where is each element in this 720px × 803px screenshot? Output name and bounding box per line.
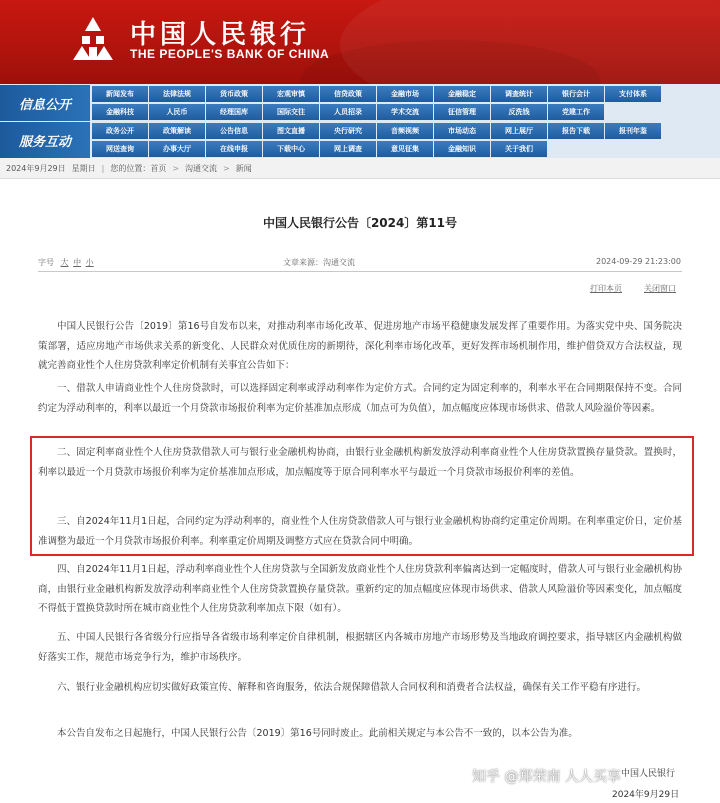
nav-item[interactable]: 意见征集 (377, 141, 434, 157)
nav-item[interactable]: 金融稳定 (434, 86, 491, 102)
bank-name-chinese: 中国人民银行 (130, 20, 311, 50)
breadcrumb-arrow-icon: > (223, 163, 230, 173)
nav-item[interactable]: 金融科技 (92, 104, 149, 120)
nav-item[interactable]: 音频视频 (377, 123, 434, 139)
nav-item[interactable]: 金融知识 (434, 141, 491, 157)
signature: 中国人民银行 (621, 769, 676, 779)
nav-item[interactable]: 征信管理 (434, 104, 491, 120)
nav-item[interactable]: 新闻发布 (92, 86, 149, 102)
nav-item[interactable]: 宏观审慎 (263, 86, 320, 102)
breadcrumb (0, 158, 720, 179)
nav-item[interactable]: 学术交流 (377, 104, 434, 120)
nav-item[interactable]: 网上调查 (320, 141, 377, 157)
nav-item[interactable]: 调查统计 (491, 86, 548, 102)
nav-item[interactable]: 图文直播 (263, 123, 320, 139)
print-page-link[interactable]: 打印本页 (590, 284, 622, 293)
nav-item[interactable]: 办事大厅 (149, 141, 206, 157)
article-title: 中国人民银行公告〔2024〕第11号 (262, 216, 458, 230)
nav-item[interactable]: 反洗钱 (491, 104, 548, 120)
nav-row (92, 103, 720, 121)
article-tools (38, 283, 682, 297)
current-date: 2024年9月29日 (6, 163, 66, 173)
meta-divider (38, 271, 682, 272)
bank-name-english: THE PEOPLE'S BANK OF CHINA (130, 47, 330, 61)
nav-item (605, 104, 662, 120)
nav-item[interactable]: 关于我们 (491, 141, 548, 157)
nav-menu-grid (92, 84, 720, 158)
nav-row (92, 85, 720, 103)
nav-item[interactable]: 政策解读 (149, 123, 206, 139)
breadcrumb-home-link[interactable]: 首页 (150, 163, 167, 173)
location-label: 您的位置： (110, 163, 151, 173)
article-datetime: 2024-09-29 21:23:00 (596, 257, 681, 266)
nav-section-service-interaction[interactable]: 服务互动 (0, 122, 90, 158)
main-navigation (0, 84, 720, 158)
article (38, 196, 682, 803)
font-size-medium-link[interactable]: 中 (73, 258, 82, 267)
font-size-label: 字号 (38, 258, 54, 267)
font-size-controls (38, 257, 94, 268)
breadcrumb-separator: | (101, 163, 105, 173)
nav-item[interactable]: 央行研究 (320, 123, 377, 139)
nav-item[interactable]: 网上展厅 (491, 123, 548, 139)
nav-item (605, 141, 662, 157)
nav-item[interactable]: 政务公开 (92, 123, 149, 139)
font-size-small-link[interactable]: 小 (85, 258, 94, 267)
nav-item[interactable]: 党建工作 (548, 104, 605, 120)
breadcrumb-section-link[interactable]: 沟通交流 (185, 163, 218, 173)
nav-item[interactable]: 银行会计 (548, 86, 605, 102)
nav-row (92, 140, 720, 158)
nav-item[interactable]: 在线申报 (206, 141, 263, 157)
article-paragraph-1: 一、借款人申请商业性个人住房贷款时，可以选择固定利率或浮动利率作为定价方式。合同约定为固定利率的，利率水平在合同期限保持不变。合同约定为浮动利率的，利率以最近一个月贷款市场报价利率为定价基准加点形成（加点可为负值），加点幅度应体现市场供求、借款人风险溢价等因素。 (38, 383, 682, 414)
current-weekday: 星期日 (71, 163, 96, 173)
article-paragraph-2: 二、固定利率商业性个人住房贷款借款人可与银行业金融机构协商，由银行业金融机构新发放浮动利率商业性个人住房贷款置换存量贷款。置换时，利率以最近一个月贷款市场报价利率为定价基准加点形成，加点幅度等于原合同利率水平与最近一个月贷款市场报价利率的差值。 (38, 447, 682, 478)
article-paragraph-6: 六、银行业金融机构应切实做好政策宣传、解释和咨询服务，依法合规保障借款人合同权利和消费者合法权益，确保有关工作平稳有序进行。 (57, 682, 647, 693)
breadcrumb-arrow-icon: > (172, 163, 180, 173)
header-banner (0, 0, 720, 84)
nav-item[interactable]: 经理国库 (206, 104, 263, 120)
nav-item[interactable]: 报刊年鉴 (605, 123, 662, 139)
nav-item[interactable]: 国际交往 (263, 104, 320, 120)
nav-item[interactable]: 下载中心 (263, 141, 320, 157)
nav-item[interactable]: 市场动态 (434, 123, 491, 139)
font-size-large-link[interactable]: 大 (60, 258, 69, 267)
article-paragraph-5: 五、中国人民银行各省级分行应指导各省级市场利率定价自律机制，根据辖区内各城市房地产市场形势及当地政府调控要求，指导辖区内金融机构做好落实工作，规范市场竞争行为，维护市场秩序。 (38, 632, 682, 663)
nav-item[interactable]: 货币政策 (206, 86, 263, 102)
nav-item[interactable]: 支付体系 (605, 86, 662, 102)
nav-item[interactable]: 网送查询 (92, 141, 149, 157)
close-window-link[interactable]: 关闭窗口 (644, 284, 676, 293)
nav-item[interactable]: 金融市场 (377, 86, 434, 102)
article-source: 文章来源：沟通交流 (283, 258, 355, 267)
nav-item[interactable]: 信贷政策 (320, 86, 377, 102)
nav-item[interactable]: 人员招录 (320, 104, 377, 120)
article-paragraph-3: 三、自2024年11月1日起，合同约定为浮动利率的，商业性个人住房贷款借款人可与银行业金融机构协商约定重定价周期。在利率重定价日，定价基准调整为最近一个月贷款市场报价利率。利率重定价周期及调整方式应在贷款合同中明确。 (38, 516, 682, 547)
article-paragraph-4: 四、自2024年11月1日起，浮动利率商业性个人住房贷款与全国新发放商业性个人住房贷款利率偏离达到一定幅度时，借款人可与银行业金融机构协商，由银行业金融机构新发放浮动利率商业性个人住房贷款置换存量贷款。重新约定的加点幅度应体现市场供求、借款人风险溢价等因素变化，加点幅度不得低于置换贷款时所在城市商业性个人住房贷款利率加点下限（如有）。 (38, 564, 682, 614)
nav-item[interactable]: 法律法规 (149, 86, 206, 102)
nav-item (548, 141, 605, 157)
pboc-logo-icon[interactable] (68, 14, 118, 64)
article-paragraph-closing: 本公告自发布之日起施行，中国人民银行公告〔2019〕第16号同时废止。此前相关规定与本公告不一致的，以本公告为准。 (57, 728, 578, 739)
nav-row (92, 122, 720, 140)
breadcrumb-subsection-link[interactable]: 新闻 (235, 163, 252, 173)
watermark: 知乎 @郑荣南 人人买享 (472, 769, 621, 785)
article-paragraph-intro: 中国人民银行公告〔2019〕第16号自发布以来，对推动利率市场化改革、促进房地产市场平稳健康发展发挥了重要作用。为落实党中央、国务院决策部署，适应房地产市场供求关系的新变化、人民群众对优质住房的新期待，深化利率市场化改革，更好发挥市场机制作用，维护借贷双方合法权益，现就完善商业性个人住房贷款利率定价机制有关事宜公告如下： (38, 321, 682, 371)
nav-item[interactable]: 公告信息 (206, 123, 263, 139)
nav-item[interactable]: 人民币 (149, 104, 206, 120)
nav-section-info-disclosure[interactable]: 信息公开 (0, 85, 90, 121)
nav-item[interactable]: 报告下载 (548, 123, 605, 139)
signature-date: 2024年9月29日 (612, 790, 680, 800)
